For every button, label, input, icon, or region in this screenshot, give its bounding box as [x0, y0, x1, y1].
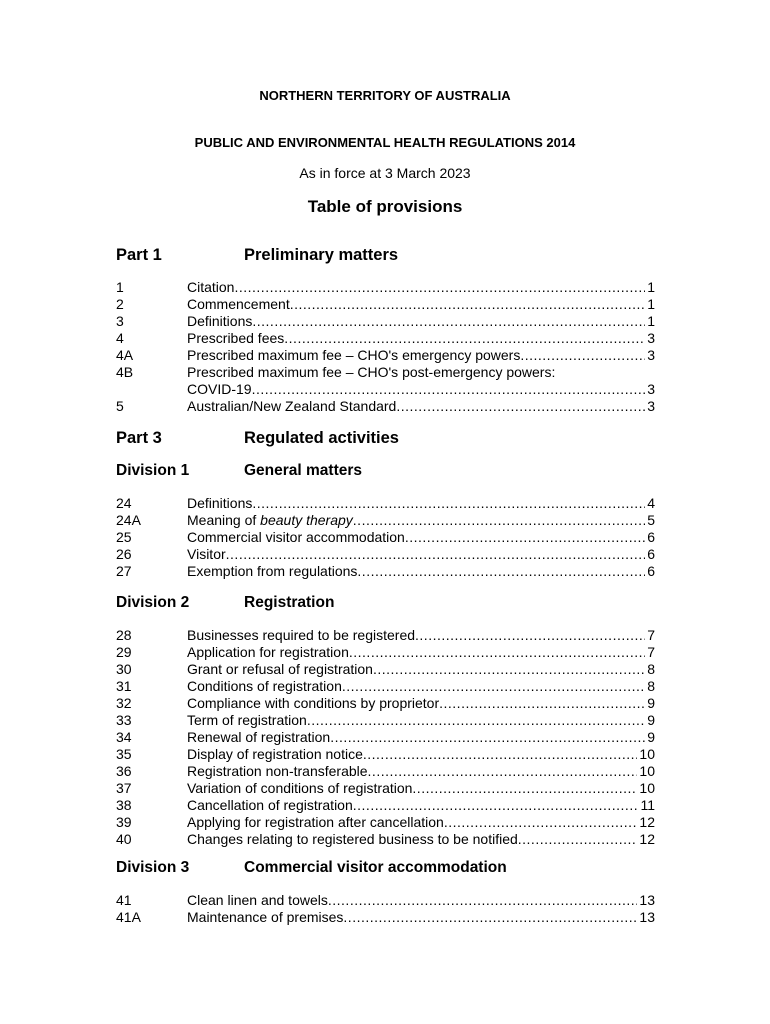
toc-entry-24a[interactable]	[116, 512, 655, 529]
dot-leader	[368, 763, 638, 780]
part-number: Part 1	[116, 246, 162, 264]
in-force-date: As in force at 3 March 2023	[299, 165, 471, 181]
part-number: Part 3	[116, 429, 162, 447]
dot-leader	[405, 529, 645, 546]
page-number: 3	[647, 398, 655, 414]
page-number: 6	[647, 529, 655, 545]
section-title[interactable]: Compliance with conditions by proprietor	[187, 695, 440, 711]
dot-leader	[412, 780, 637, 797]
toc-entry-4b-continued[interactable]	[116, 381, 655, 398]
dot-leader	[226, 546, 646, 563]
dot-leader	[357, 563, 645, 580]
page-number: 5	[647, 512, 655, 528]
toc-entry-37[interactable]	[116, 780, 655, 797]
section-number: 33	[116, 712, 132, 728]
dot-leader	[307, 712, 645, 729]
toc-entry-38[interactable]	[116, 797, 655, 814]
section-number: 41A	[116, 909, 141, 925]
toc-entry-5[interactable]	[116, 398, 655, 415]
section-title[interactable]: Definitions	[187, 313, 253, 329]
toc-entry-29[interactable]	[116, 644, 655, 661]
section-number: 25	[116, 529, 132, 545]
page-number: 9	[647, 729, 655, 745]
section-number: 28	[116, 627, 132, 643]
section-title-emphasis[interactable]: beauty therapy	[260, 512, 353, 528]
page-number: 9	[647, 695, 655, 711]
dot-leader	[290, 296, 646, 313]
dot-leader	[518, 831, 638, 848]
section-title[interactable]: Changes relating to registered business to be notified	[187, 831, 518, 847]
section-number: 35	[116, 746, 132, 762]
toc-entry-39[interactable]	[116, 814, 655, 831]
section-title[interactable]: Prescribed maximum fee – CHO's post-emergency powers:	[187, 364, 556, 380]
toc-entry-35[interactable]	[116, 746, 655, 763]
division-number: Division 3	[116, 859, 190, 876]
section-title[interactable]: Commercial visitor accommodation	[187, 529, 405, 545]
page-number: 7	[647, 644, 655, 660]
page-number: 7	[647, 627, 655, 643]
toc-entry-31[interactable]	[116, 678, 655, 695]
section-title[interactable]: Exemption from regulations	[187, 563, 358, 579]
dot-leader	[373, 661, 645, 678]
section-title[interactable]: Citation	[187, 279, 235, 295]
page-number: 8	[647, 678, 655, 694]
toc-entry-24[interactable]	[116, 495, 655, 512]
section-title[interactable]: Term of registration	[187, 712, 307, 728]
division-title: General matters	[244, 462, 363, 479]
section-number: 27	[116, 563, 132, 579]
toc-entry-41[interactable]	[116, 892, 655, 909]
section-title[interactable]: Application for registration	[187, 644, 349, 660]
toc-entry-4b[interactable]	[116, 364, 655, 381]
toc-entry-1[interactable]	[116, 279, 655, 296]
toc-entry-4[interactable]	[116, 330, 655, 347]
page-number: 8	[647, 661, 655, 677]
division-number: Division 1	[116, 462, 190, 479]
section-number: 30	[116, 661, 132, 677]
dot-leader	[353, 797, 639, 814]
section-title[interactable]: Conditions of registration	[187, 678, 342, 694]
dot-leader	[439, 695, 645, 712]
toc-entry-32[interactable]	[116, 695, 655, 712]
section-number: 36	[116, 763, 132, 779]
dot-leader	[252, 381, 646, 398]
section-number: 32	[116, 695, 132, 711]
toc-entry-36[interactable]	[116, 763, 655, 780]
division-title: Commercial visitor accommodation	[244, 859, 507, 876]
dot-leader	[353, 512, 645, 529]
toc-entry-41a[interactable]	[116, 909, 655, 926]
section-title-continued[interactable]: COVID-19	[187, 381, 252, 397]
page-number: 1	[647, 313, 655, 329]
toc-entry-28[interactable]	[116, 627, 655, 644]
toc-entry-25[interactable]	[116, 529, 655, 546]
section-number: 5	[116, 398, 124, 414]
dot-leader	[234, 279, 645, 296]
division-number: Division 2	[116, 594, 190, 611]
toc-entry-26[interactable]	[116, 546, 655, 563]
section-title[interactable]: Businesses required to be registered	[187, 627, 416, 643]
section-title[interactable]: Grant or refusal of registration	[187, 661, 373, 677]
toc-entry-27[interactable]	[116, 563, 655, 580]
page-number: 1	[647, 279, 655, 295]
dot-leader	[252, 313, 645, 330]
section-title[interactable]: Prescribed fees	[187, 330, 285, 346]
page-number: 1	[647, 296, 655, 312]
dot-leader	[330, 729, 645, 746]
page-number: 12	[639, 814, 655, 830]
section-number: 37	[116, 780, 132, 796]
section-title[interactable]: Renewal of registration	[187, 729, 331, 745]
page-number: 13	[639, 892, 655, 908]
section-number: 4B	[116, 364, 134, 380]
section-number: 39	[116, 814, 132, 830]
page-number: 11	[640, 797, 655, 813]
dot-leader	[342, 678, 645, 695]
section-number: 4	[116, 330, 124, 346]
section-number: 31	[116, 678, 132, 694]
dot-leader	[349, 644, 645, 661]
dot-leader	[284, 330, 645, 347]
section-title[interactable]: Definitions	[187, 495, 253, 511]
toc-entry-40[interactable]	[116, 831, 655, 848]
section-title[interactable]: Clean linen and towels	[187, 892, 328, 908]
dot-leader	[396, 398, 645, 415]
toc-title: Table of provisions	[307, 197, 463, 216]
section-number: 29	[116, 644, 132, 660]
jurisdiction-heading: NORTHERN TERRITORY OF AUSTRALIA	[259, 88, 511, 103]
section-title[interactable]: Cancellation of registration	[187, 797, 353, 813]
page-number: 13	[639, 909, 655, 925]
dot-leader	[444, 814, 638, 831]
toc-entry-30[interactable]	[116, 661, 655, 678]
page-number: 10	[639, 780, 655, 796]
dot-leader	[252, 495, 645, 512]
division-title: Registration	[244, 594, 335, 611]
part-title: Regulated activities	[244, 429, 399, 447]
section-number: 3	[116, 313, 124, 329]
dot-leader	[343, 909, 637, 926]
page-number: 6	[647, 546, 655, 562]
page-number: 10	[639, 746, 655, 762]
toc-entry-2[interactable]	[116, 296, 655, 313]
section-number: 41	[116, 892, 132, 908]
section-title[interactable]: Applying for registration after cancellation	[187, 814, 444, 830]
regulations-title: PUBLIC AND ENVIRONMENTAL HEALTH REGULATIONS 2014	[194, 135, 576, 150]
page-number: 3	[647, 347, 655, 363]
part-title: Preliminary matters	[244, 246, 399, 264]
dot-leader	[328, 892, 638, 909]
section-number: 34	[116, 729, 132, 745]
page-number: 9	[647, 712, 655, 728]
page-number: 3	[647, 330, 655, 346]
section-title[interactable]: Registration non-transferable	[187, 763, 368, 779]
dot-leader	[363, 746, 638, 763]
dot-leader	[520, 347, 645, 364]
section-title[interactable]: Maintenance of premises	[187, 909, 344, 925]
section-number: 4A	[116, 347, 134, 363]
toc-entry-33[interactable]	[116, 712, 655, 729]
section-title[interactable]: Visitor	[187, 546, 226, 562]
section-title[interactable]: Commencement	[187, 296, 290, 312]
page-number: 3	[647, 381, 655, 397]
section-number: 26	[116, 546, 132, 562]
toc-entry-4a[interactable]	[116, 347, 655, 364]
section-number: 40	[116, 831, 132, 847]
toc-entry-3[interactable]	[116, 313, 655, 330]
page-number: 6	[647, 563, 655, 579]
page-number: 4	[647, 495, 655, 511]
dot-leader	[415, 627, 645, 644]
section-title[interactable]: Prescribed maximum fee – CHO's emergency powers	[187, 347, 521, 363]
page-number: 12	[639, 831, 655, 847]
section-title[interactable]: Meaning of	[187, 512, 261, 528]
page-number: 10	[639, 763, 655, 779]
section-number: 24	[116, 495, 132, 511]
section-number: 24A	[116, 512, 141, 528]
section-title[interactable]: Variation of conditions of registration	[187, 780, 413, 796]
section-number: 1	[116, 279, 124, 295]
toc-entry-34[interactable]	[116, 729, 655, 746]
section-number: 38	[116, 797, 132, 813]
section-title[interactable]: Australian/New Zealand Standard	[187, 398, 397, 414]
section-number: 2	[116, 296, 124, 312]
section-title[interactable]: Display of registration notice	[187, 746, 363, 762]
